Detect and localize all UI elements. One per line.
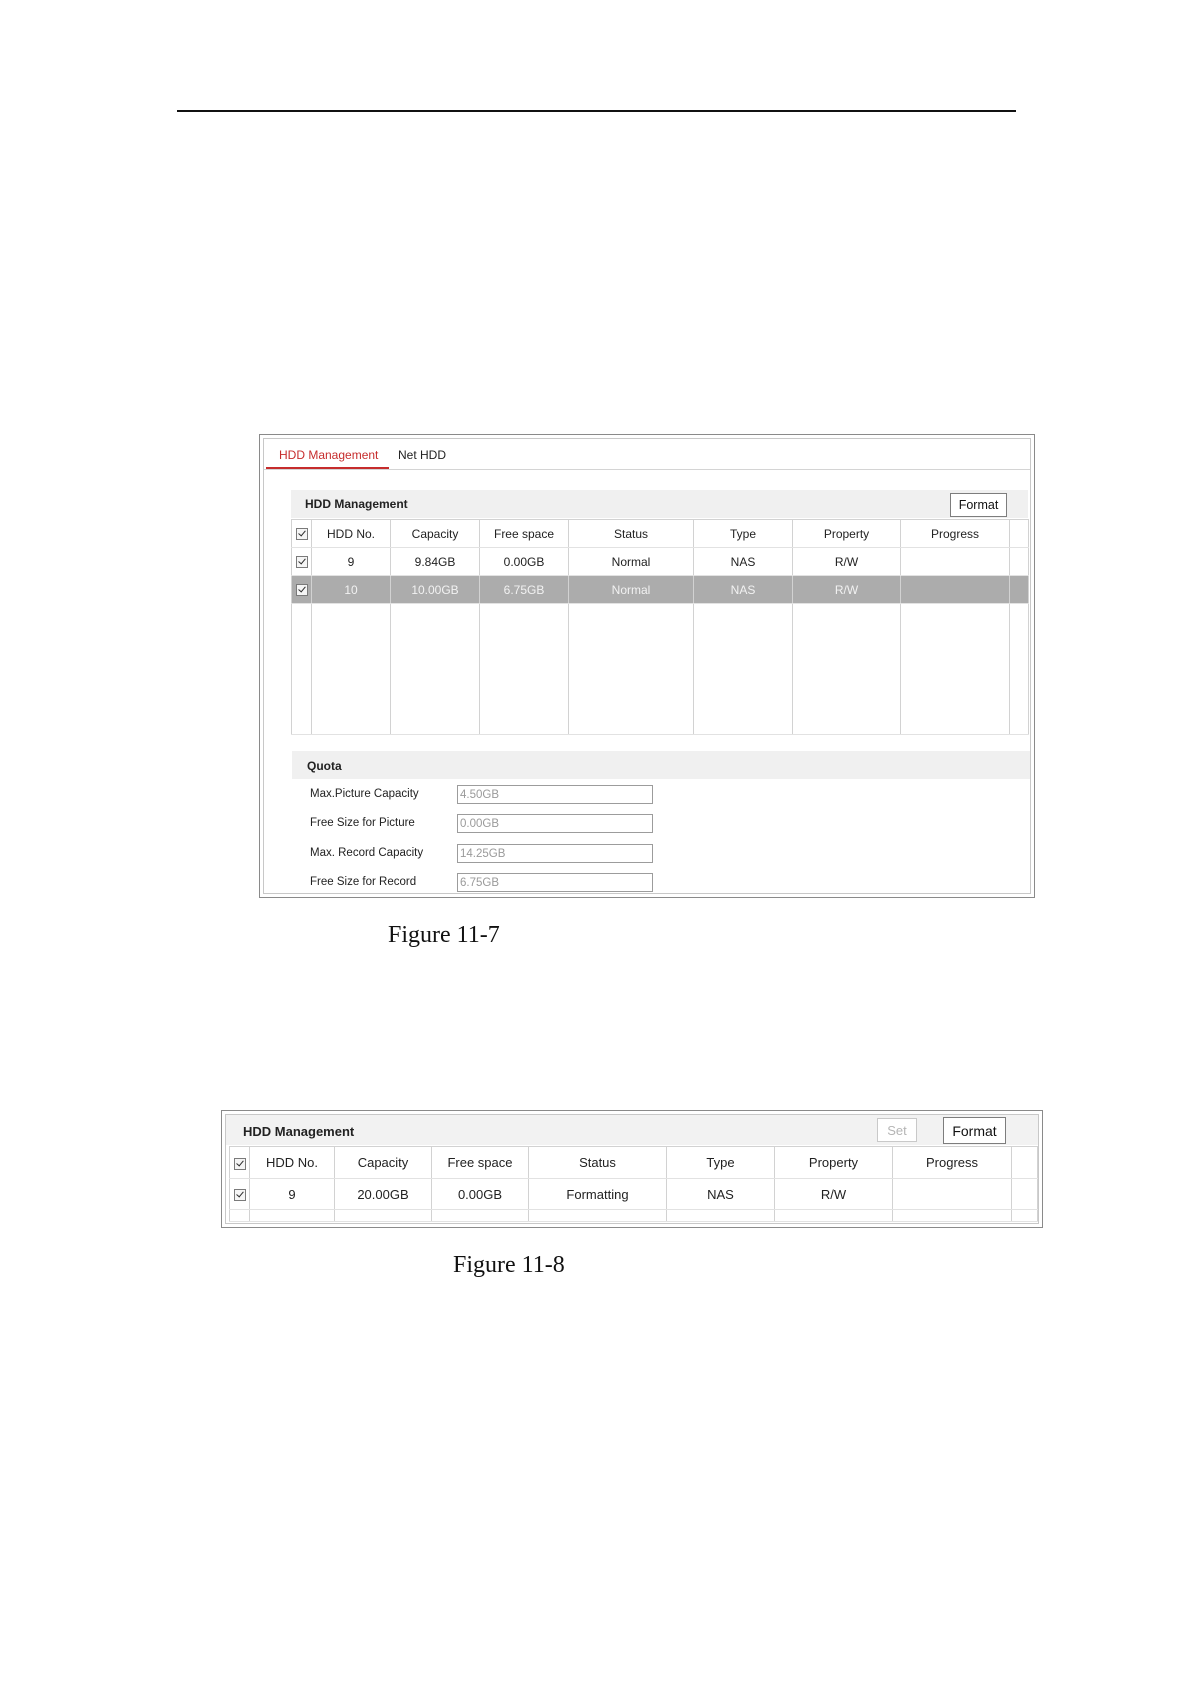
- property-cell: R/W: [793, 576, 901, 604]
- table-empty-area: [230, 1210, 1038, 1222]
- max-record-capacity-label: Max. Record Capacity: [310, 847, 424, 859]
- empty-cell: [569, 604, 694, 735]
- empty-cell: [432, 1210, 529, 1222]
- free-space-cell: 0.00GB: [432, 1179, 529, 1210]
- empty-cell: [694, 604, 793, 735]
- row-checkbox[interactable]: [234, 1189, 246, 1201]
- select-all-checkbox[interactable]: [234, 1158, 246, 1170]
- column-header: Capacity: [335, 1147, 432, 1179]
- page-header-rule: [177, 110, 1016, 112]
- column-header: Type: [667, 1147, 775, 1179]
- progress-cell: [901, 548, 1010, 576]
- row-checkbox-cell[interactable]: [292, 576, 312, 604]
- quota-section-header: [292, 751, 1030, 779]
- hdd-management-panel: [263, 438, 1031, 894]
- column-header: HDD No.: [250, 1147, 335, 1179]
- hdd-formatting-panel: [225, 1114, 1039, 1224]
- max-picture-capacity-label: Max.Picture Capacity: [310, 788, 419, 800]
- status-cell: Normal: [569, 576, 694, 604]
- column-header: Progress: [893, 1147, 1012, 1179]
- column-header: Free space: [432, 1147, 529, 1179]
- empty-cell: [775, 1210, 893, 1222]
- format-button[interactable]: Format: [943, 1117, 1006, 1144]
- column-header: HDD No.: [312, 520, 391, 548]
- scrollbar-gutter: [1012, 1147, 1038, 1179]
- select-all-checkbox-cell[interactable]: [292, 520, 312, 548]
- hdd-no-cell: 9: [250, 1179, 335, 1210]
- scrollbar-gutter: [1010, 576, 1029, 604]
- scrollbar-gutter: [1010, 548, 1029, 576]
- column-header: Property: [793, 520, 901, 548]
- section-title: HDD Management: [243, 1124, 355, 1139]
- tab-net-hdd[interactable]: Net HDD: [398, 448, 447, 462]
- section-title: HDD Management: [305, 497, 408, 511]
- free-size-record-label: Free Size for Record: [310, 876, 417, 888]
- row-checkbox-cell[interactable]: [230, 1179, 250, 1210]
- set-button[interactable]: Set: [877, 1118, 917, 1142]
- hdd-table: [291, 519, 1029, 735]
- table-row-selected[interactable]: [292, 576, 1029, 604]
- row-checkbox[interactable]: [296, 556, 308, 568]
- select-all-checkbox[interactable]: [296, 528, 308, 540]
- max-record-capacity-field[interactable]: [457, 844, 653, 863]
- empty-cell: [529, 1210, 667, 1222]
- table-row[interactable]: [230, 1179, 1038, 1210]
- empty-cell: [893, 1210, 1012, 1222]
- quota-title: Quota: [307, 759, 342, 773]
- empty-cell: [391, 604, 480, 735]
- property-cell: R/W: [775, 1179, 893, 1210]
- free-size-picture-label: Free Size for Picture: [310, 817, 415, 829]
- capacity-cell: 20.00GB: [335, 1179, 432, 1210]
- column-header: Status: [529, 1147, 667, 1179]
- scrollbar-gutter: [1012, 1179, 1038, 1210]
- table-header-row: [292, 520, 1029, 548]
- empty-cell: [480, 604, 569, 735]
- empty-cell: [230, 1210, 250, 1222]
- scrollbar-gutter: [1010, 520, 1029, 548]
- empty-cell: [312, 604, 391, 735]
- property-cell: R/W: [793, 548, 901, 576]
- tab-bar: [264, 439, 1030, 470]
- column-header: Type: [694, 520, 793, 548]
- free-size-picture-field[interactable]: [457, 814, 653, 833]
- tab-hdd-management[interactable]: HDD Management: [279, 448, 379, 462]
- column-header: Property: [775, 1147, 893, 1179]
- table-empty-area: [292, 604, 1029, 735]
- select-all-checkbox-cell[interactable]: [230, 1147, 250, 1179]
- column-header: Capacity: [391, 520, 480, 548]
- hdd-no-cell: 10: [312, 576, 391, 604]
- row-checkbox[interactable]: [296, 584, 308, 596]
- table-row[interactable]: [292, 548, 1029, 576]
- capacity-cell: 10.00GB: [391, 576, 480, 604]
- column-header: Progress: [901, 520, 1010, 548]
- hdd-no-cell: 9: [312, 548, 391, 576]
- empty-cell: [901, 604, 1010, 735]
- capacity-cell: 9.84GB: [391, 548, 480, 576]
- figure-caption: Figure 11-8: [453, 1252, 565, 1278]
- status-cell: Formatting: [529, 1179, 667, 1210]
- progress-cell: [901, 576, 1010, 604]
- hdd-table: [229, 1146, 1038, 1222]
- figure-caption: Figure 11-7: [388, 922, 500, 948]
- empty-cell: [667, 1210, 775, 1222]
- empty-cell: [250, 1210, 335, 1222]
- free-space-cell: 6.75GB: [480, 576, 569, 604]
- column-header: Status: [569, 520, 694, 548]
- free-size-record-field[interactable]: [457, 873, 653, 892]
- type-cell: NAS: [694, 548, 793, 576]
- status-cell: Normal: [569, 548, 694, 576]
- type-cell: NAS: [667, 1179, 775, 1210]
- hdd-formatting-screenshot: [221, 1110, 1043, 1228]
- empty-cell: [292, 604, 312, 735]
- free-space-cell: 0.00GB: [480, 548, 569, 576]
- hdd-management-screenshot: [259, 434, 1035, 898]
- hdd-section-header: [291, 490, 1028, 518]
- empty-cell: [793, 604, 901, 735]
- column-header: Free space: [480, 520, 569, 548]
- active-tab-indicator: [266, 467, 389, 469]
- max-picture-capacity-field[interactable]: [457, 785, 653, 804]
- empty-cell: [1010, 604, 1029, 735]
- table-header-row: [230, 1147, 1038, 1179]
- empty-cell: [1012, 1210, 1038, 1222]
- format-button[interactable]: Format: [950, 493, 1007, 517]
- progress-cell: [893, 1179, 1012, 1210]
- row-checkbox-cell[interactable]: [292, 548, 312, 576]
- type-cell: NAS: [694, 576, 793, 604]
- empty-cell: [335, 1210, 432, 1222]
